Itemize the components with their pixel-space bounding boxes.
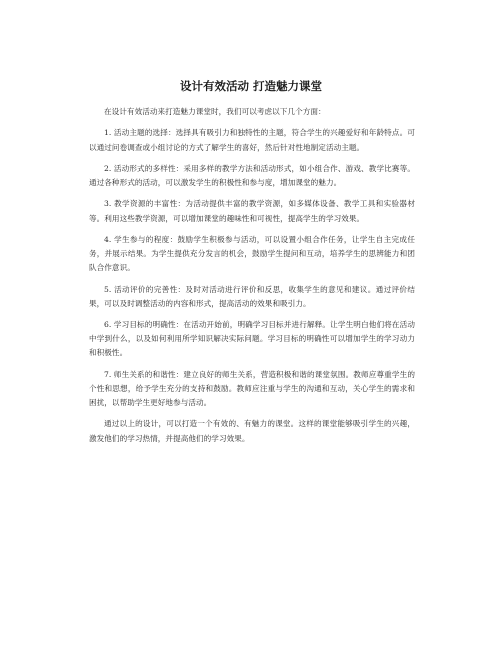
point-paragraph-2: 2. 活动形式的多样性：采用多样的教学方法和活动形式，如小组合作、游戏、教学比赛等。通过各种形式的活动，可以激发学生的积极性和参与度，增加课堂的魅力。 bbox=[89, 163, 415, 187]
point-paragraph-1: 1. 活动主题的选择：选择具有吸引力和独特性的主题，符合学生的兴趣爱好和年龄特点。可以通过问卷调查或小组讨论的方式了解学生的喜好，然后针对性地制定活动主题。 bbox=[89, 128, 415, 152]
point-paragraph-5: 5. 活动评价的完善性：及时对活动进行评价和反思，收集学生的意见和建议。通过评价结果，可以及时调整活动的内容和形式，提高活动的效果和吸引力。 bbox=[89, 284, 415, 308]
point-paragraph-6: 6. 学习目标的明确性：在活动开始前，明确学习目标并进行解释。让学生明白他们将在活动中学到什么，以及如何利用所学知识解决实际问题。学习目标的明确性可以增加学生的学习动力和积极性。 bbox=[89, 320, 415, 358]
point-paragraph-4: 4. 学生参与的程度：鼓励学生积极参与活动，可以设置小组合作任务，让学生自主完成任务，并展示结果。为学生提供充分发言的机会，鼓励学生提问和互动，培养学生的思辨能力和团队合作意识。 bbox=[89, 234, 415, 273]
intro-paragraph: 在设计有效活动来打造魅力课堂时，我们可以考虑以下几个方面： bbox=[104, 107, 326, 116]
point-paragraph-3: 3. 教学资源的丰富性：为活动提供丰富的教学资源，如多媒体设备、教学工具和实验器材等。利用这些教学资源，可以增加课堂的趣味性和可视性，提高学生的学习效果。 bbox=[89, 199, 415, 223]
conclusion-paragraph: 通过以上的设计，可以打造一个有效的、有魅力的课堂。这样的课堂能够吸引学生的兴趣，激发他们的学习热情，并提高他们的学习效果。 bbox=[89, 419, 415, 443]
document-body bbox=[89, 105, 415, 446]
point-paragraph-7: 7. 师生关系的和谐性：建立良好的师生关系，营造积极和谐的课堂氛围。教师应尊重学生的个性和思想，给予学生充分的支持和鼓励。教师应注重与学生的沟通和互动，关心学生的需求和困扰，以帮助学生更好地参与活动。 bbox=[89, 369, 415, 408]
document-title: 设计有效活动 打造魅力课堂 bbox=[179, 79, 322, 93]
